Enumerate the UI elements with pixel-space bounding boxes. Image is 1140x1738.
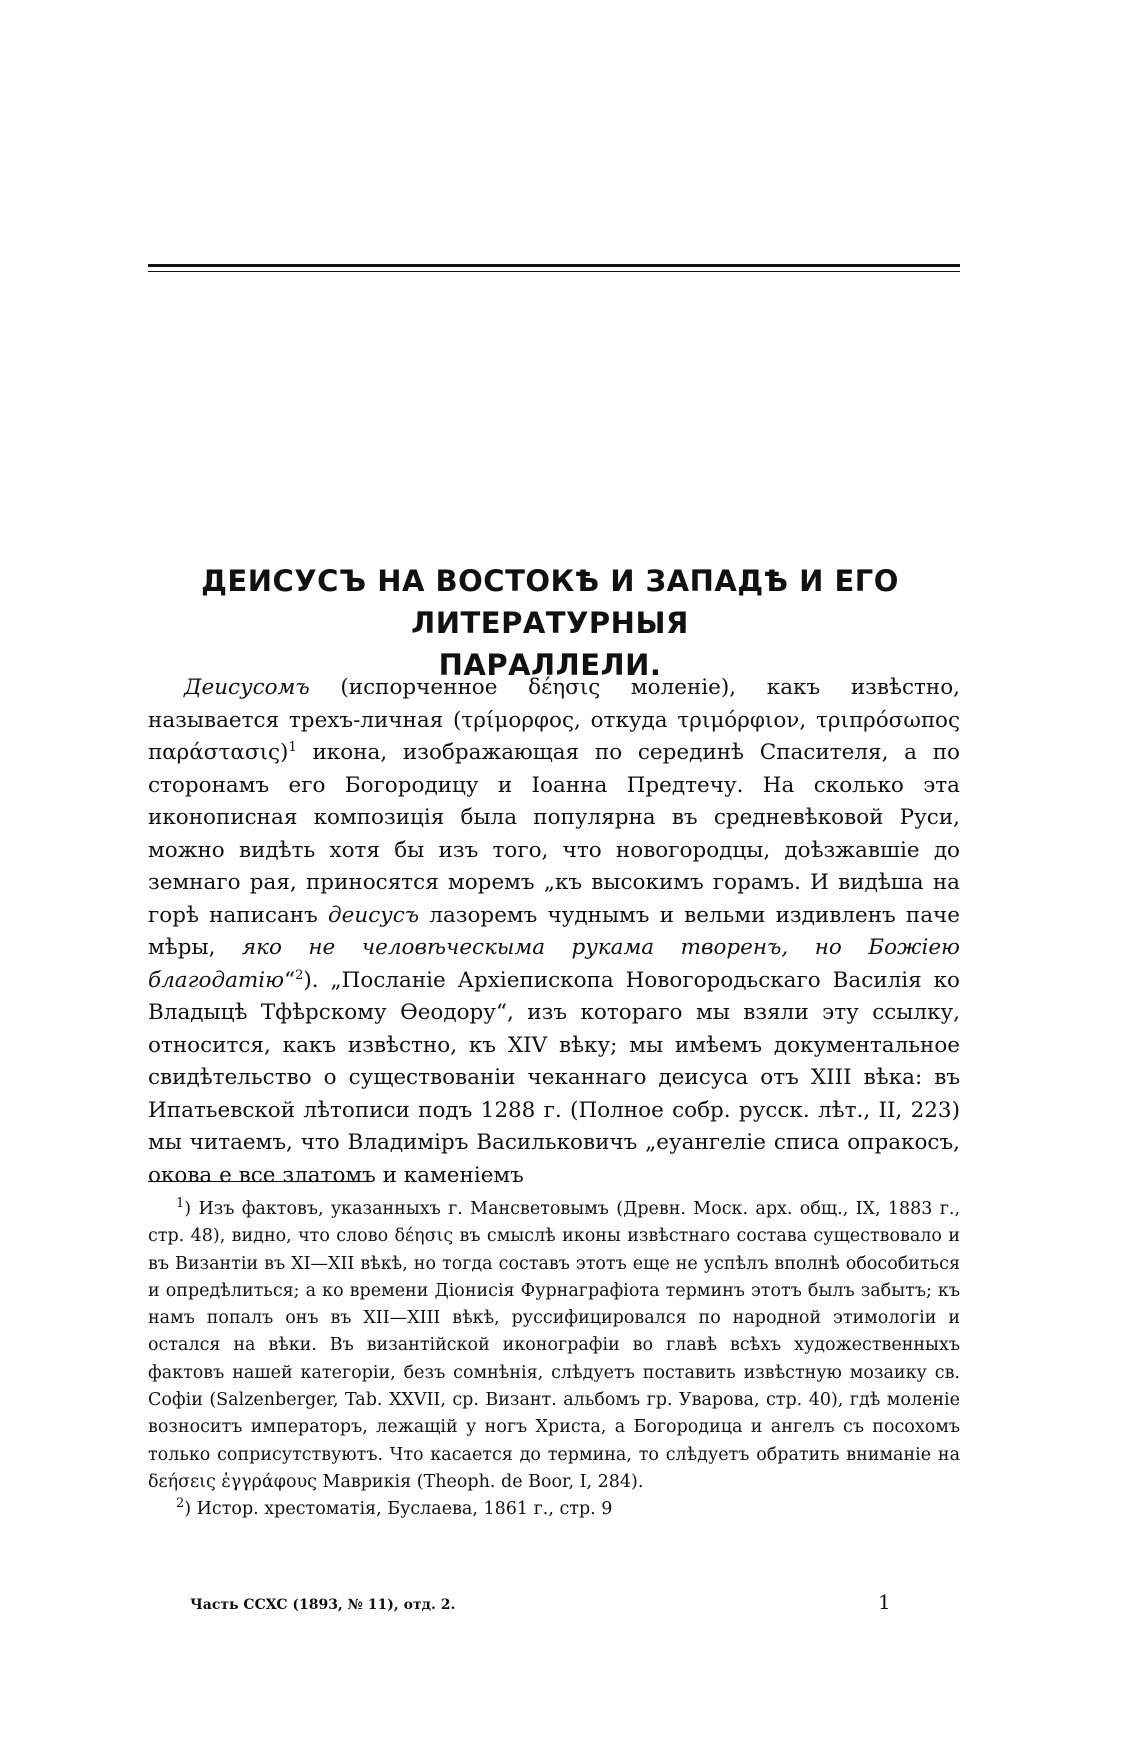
body-text-2: икона, изображающая по серединѣ Спасителя, а по сторонамъ его Богородицу и Іоанна Предтечу. На сколько эта иконописная композиція была популярна въ средневѣковой Руси, можно видѣть хотя бы изъ того, что новогородцы, доѣзжавшіе до земнаго рая, приносятся моремъ „къ высокимъ горамъ. И видѣша на горѣ написанъ: [148, 740, 960, 928]
footnote-1-italic-b: Salzenberger: [216, 1390, 333, 1411]
footnotes: [148, 1196, 960, 1524]
header-rule-thin: [148, 271, 960, 272]
paragraph-1: [148, 672, 960, 1192]
footnote-1-text-a: ) Изъ фактовъ, указанныхъ г. Мансветовымъ (: [184, 1199, 624, 1219]
quote-italic-2: яко не человѣческыма рукама творенъ, но Божіею благодатію: [148, 935, 960, 993]
article-title: [120, 560, 980, 686]
signature-line: Часть CCXC (1893, № 11), отд. 2.: [190, 1597, 456, 1613]
footnote-2-marker: 2: [176, 1496, 185, 1512]
footnote-1-text-d: , стр. 40), гдѣ: [753, 1390, 887, 1411]
quote-italic-1: деисусъ: [328, 902, 420, 928]
body-text-3: лазоремъ чуднымъ и вельми издивленъ паче мѣры,: [148, 902, 960, 960]
body-text-4: “: [284, 967, 296, 993]
header-rule-thick: [148, 264, 960, 267]
footnote-1-italic-c: гр. Уварова: [646, 1390, 754, 1411]
body-text-5: ). „Посланіе Архіепископа Новогородьскаго Василія ко Владыцѣ Тфѣрскому Ѳеодору“, изъ котораго мы взяли эту ссылку, относится, какъ извѣстно, къ XIV вѣку; мы имѣемъ документальное свидѣтельство о существованіи чеканнаго деисуса отъ XIII вѣка: въ Ипатьевской лѣтописи подъ 1288 г. (Полное собр. русск. лѣт., II, 223) мы читаемъ, что Владиміръ Васильковичъ „еуангеліе списа опракосъ, окова е все златомъ и каменіемъ: [148, 967, 960, 1188]
footnote-1-text-c: , Tab. XXVII, ср. Визант. альбомъ: [332, 1390, 647, 1411]
footnote-1-italic-a: Древн. Моск. арх. общ.: [623, 1199, 843, 1219]
title-line-1: ДЕИСУСЪ НА ВОСТОКѢ И ЗАПАДѢ И ЕГО ЛИТЕРАТУРНЫЯ: [201, 564, 899, 640]
body-text-1: (испорченное δέησις моленіе), какъ извѣстно, называется трехъ-личная (τρίμορφος, откуда τριμόρφιον, τριπρόσωπος παράστασις): [148, 675, 960, 765]
page-number: 1: [878, 1590, 891, 1614]
lead-term: Деисусомъ: [184, 675, 310, 700]
footnote-rule: [148, 1181, 366, 1182]
footnote-1-marker: 1: [176, 1196, 185, 1212]
footnote-1-italic-d: моленіе: [886, 1390, 961, 1411]
footnote-1-text-e: возноситъ императоръ, лежащій у ногъ Христа, а Богородица и ангелъ съ посохомъ только соприсутствуютъ. Что касается до термина, то слѣдуетъ обратить вниманіе на δεήσεις ἐγγράφους Маврикія (Theoph. de Boor, I, 284).: [148, 1417, 960, 1492]
footnote-2-text-a: ) Истор. хрестоматія,: [184, 1499, 388, 1520]
footnote-2: [148, 1496, 960, 1523]
footnote-1: [148, 1196, 960, 1496]
footnote-1-text-b: , IX, 1883 г., стр. 48), видно, что слово δέησις въ смыслѣ иконы извѣстнаго состава существовало и въ Византіи въ XI—XII вѣкѣ, но тогда составъ этотъ еще не успѣлъ вполнѣ обособиться и опредѣлиться; а ко времени Діонисія Фурнаграфіота терминъ этотъ былъ забытъ; къ намъ попалъ онъ въ XII—XIII вѣкѣ, руссифицировался по народной этимологіи и остался на вѣки. Въ византійской иконографіи во главѣ всѣхъ художественныхъ фактовъ нашей категоріи, безъ сомнѣнія, слѣдуетъ поставить извѣстную мозаику св. Софіи (: [148, 1199, 961, 1411]
title-line-2: ПАРАЛЛЕЛИ.: [438, 648, 662, 682]
footnote-ref-1: 1: [288, 739, 297, 755]
footnote-2-text-b: , 1861 г., стр. 9: [472, 1499, 613, 1520]
body-paragraph: [148, 672, 960, 1192]
footnote-ref-2: 2: [295, 967, 304, 983]
footnote-2-italic: Буслаева: [387, 1499, 473, 1520]
